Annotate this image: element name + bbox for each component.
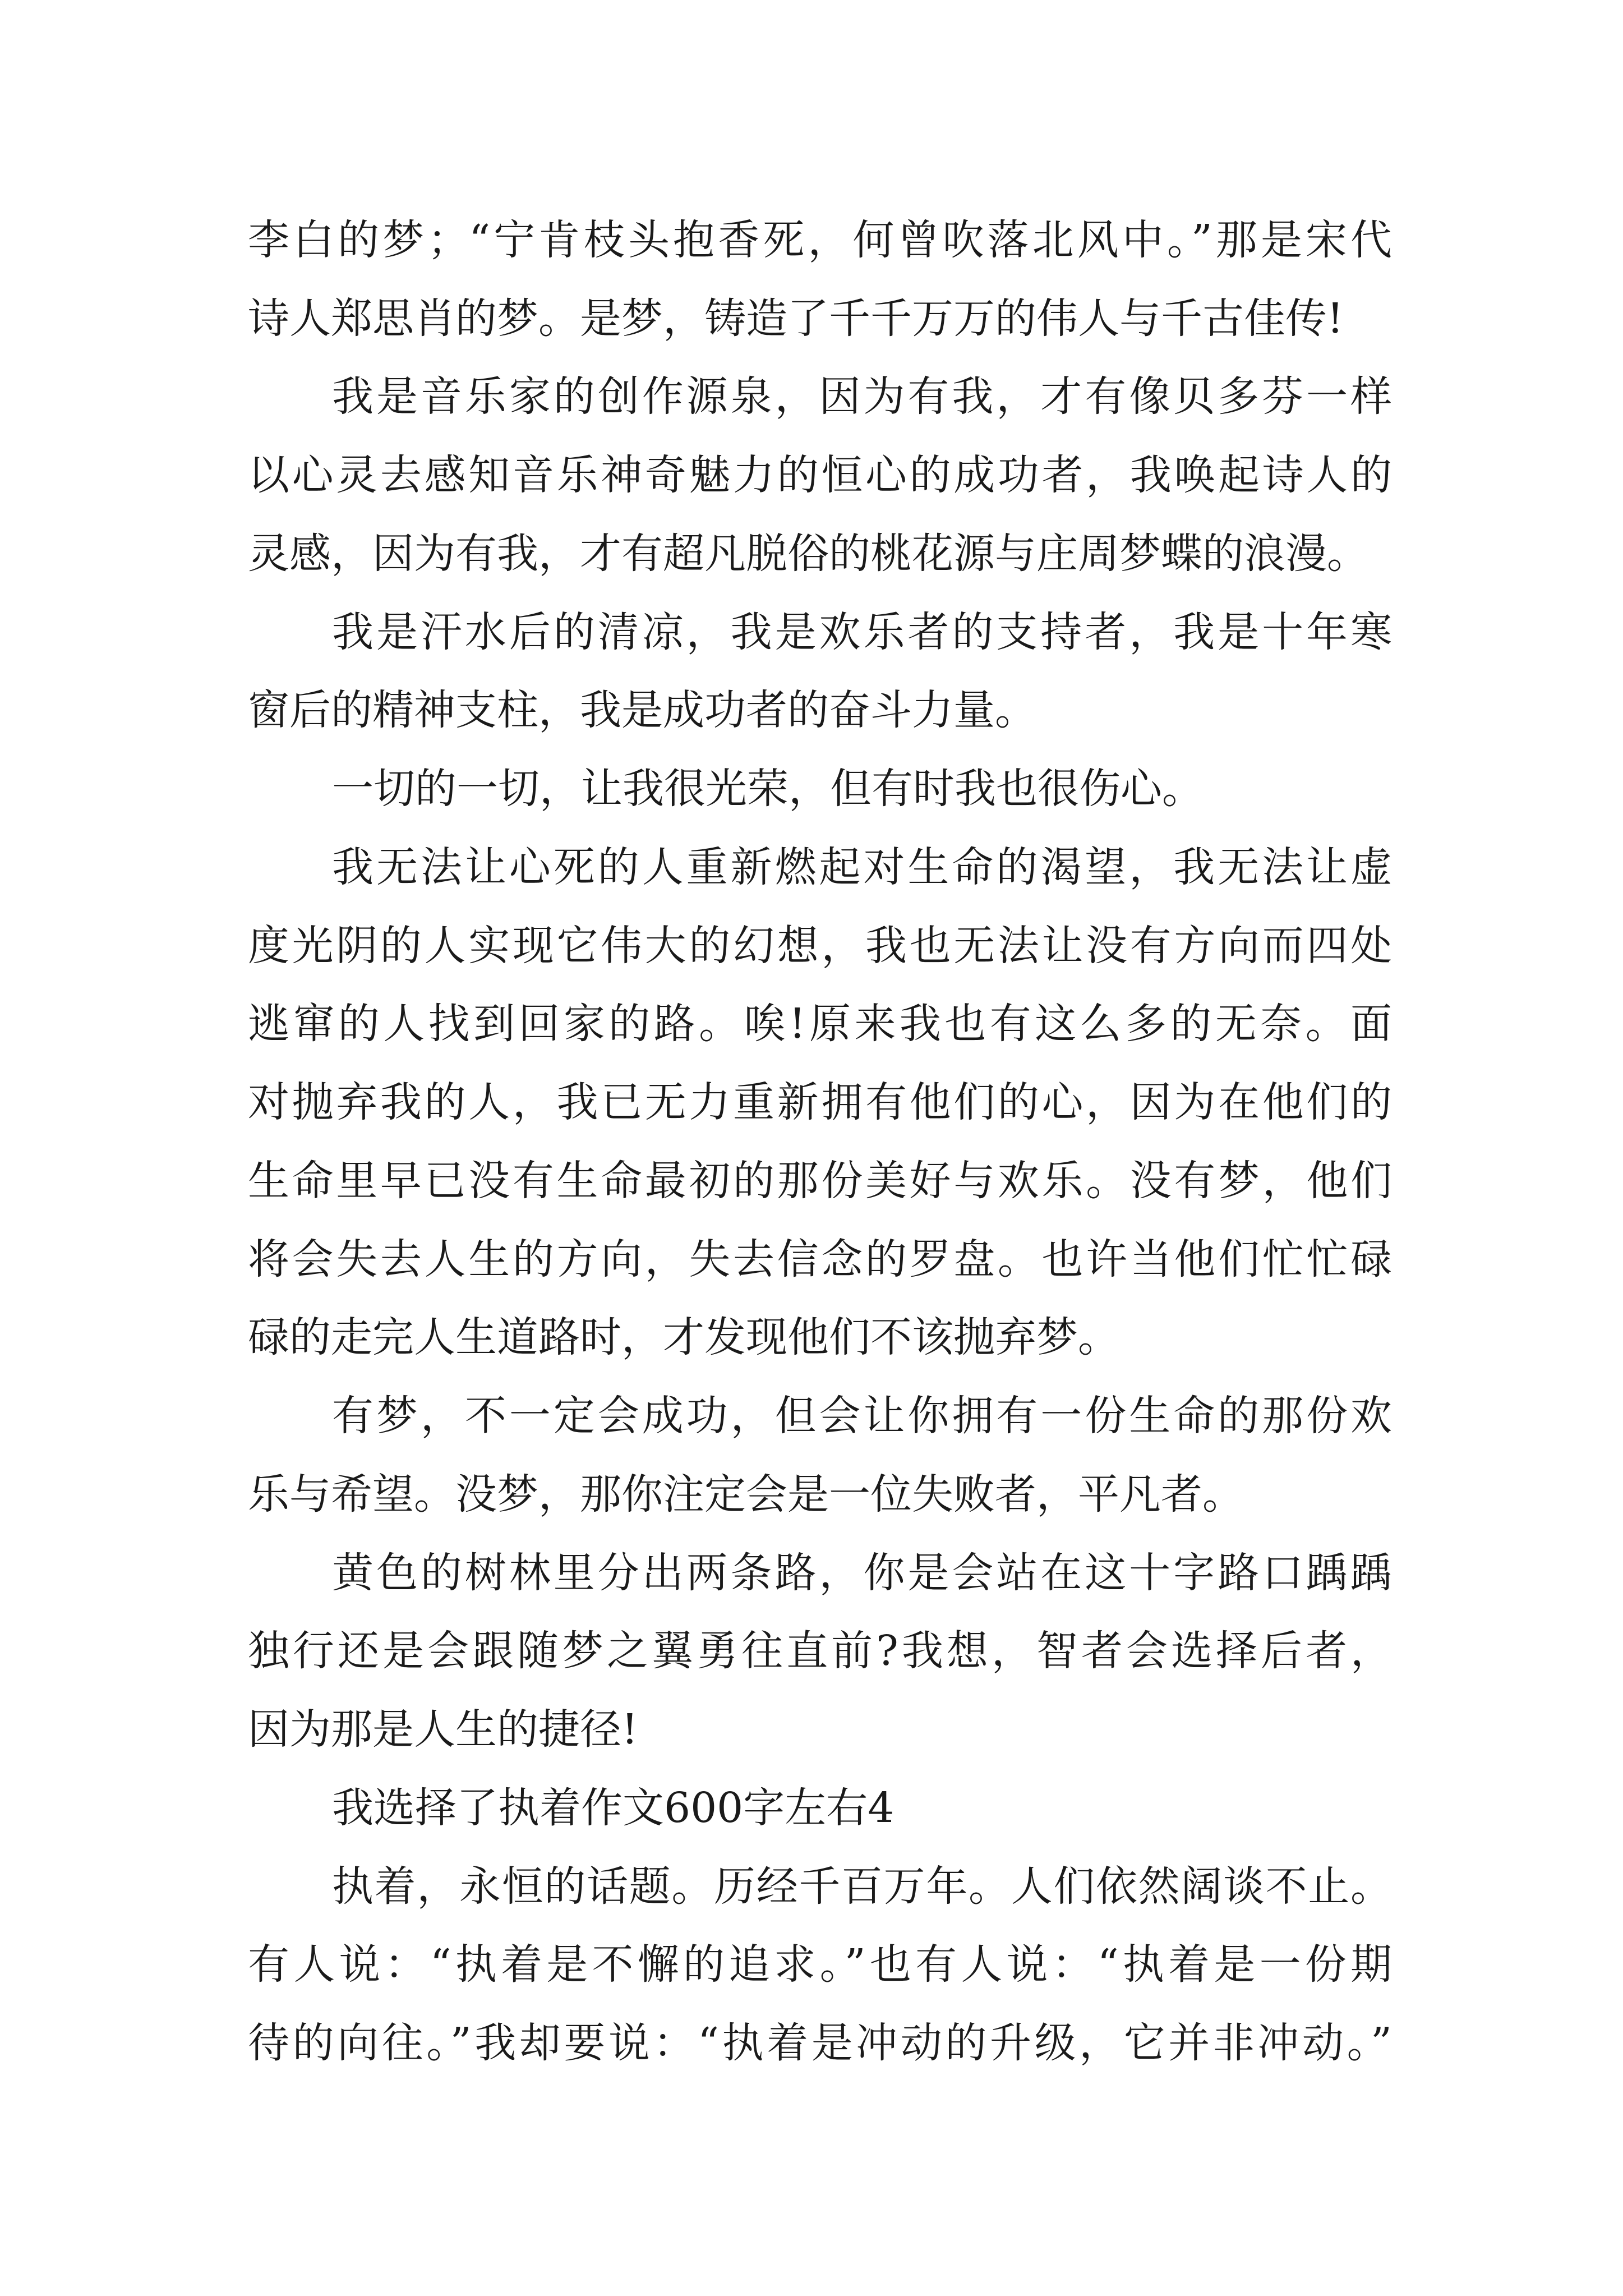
text-line: 生命里早已没有生命最初的那份美好与欢乐。没有梦，他们 bbox=[248, 1157, 1392, 1205]
text-line: 碌的走完人生道路时，才发现他们不该抛弃梦。 bbox=[248, 1313, 1119, 1361]
text-line: 以心灵去感知音乐神奇魅力的恒心的成功者，我唤起诗人的 bbox=[248, 451, 1392, 499]
text-line: 因为那是人生的捷径! bbox=[248, 1705, 638, 1754]
paragraph-first-line: 一切的一切，让我很光荣，但有时我也很伤心。 bbox=[332, 765, 1204, 813]
section-heading: 我选择了执着作文600字左右4 bbox=[332, 1784, 895, 1832]
paragraph-first-line: 执着，永恒的话题。历经千百万年。人们依然阔谈不止。 bbox=[332, 1862, 1392, 1911]
text-line: 乐与希望。没梦，那你注定会是一位失败者，平凡者。 bbox=[248, 1470, 1244, 1519]
text-line: 独行还是会跟随梦之翼勇往直前?我想，智者会选择后者， bbox=[248, 1627, 1392, 1675]
text-line: 逃窜的人找到回家的路。唉!原来我也有这么多的无奈。面 bbox=[248, 1000, 1392, 1048]
text-line: 灵感，因为有我，才有超凡脱俗的桃花源与庄周梦蝶的浪漫。 bbox=[248, 530, 1368, 578]
text-line: 诗人郑思肖的梦。是梦，铸造了千千万万的伟人与千古佳传! bbox=[248, 295, 1344, 343]
paragraph-first-line: 黄色的树林里分出两条路，你是会站在这十字路口踽踽 bbox=[332, 1549, 1392, 1597]
text-line: 对抛弃我的人，我已无力重新拥有他们的心，因为在他们的 bbox=[248, 1078, 1392, 1126]
text-line: 待的向往。”我却要说：“执着是冲动的升级，它并非冲动。” bbox=[248, 2019, 1392, 2067]
text-line: 将会失去人生的方向，失去信念的罗盘。也许当他们忙忙碌 bbox=[248, 1235, 1392, 1283]
text-line: 窗后的精神支柱，我是成功者的奋斗力量。 bbox=[248, 686, 1036, 734]
text-line: 有人说：“执着是不懈的追求。”也有人说：“执着是一份期 bbox=[248, 1940, 1392, 1989]
paragraph-first-line: 我无法让心死的人重新燃起对生命的渴望，我无法让虚 bbox=[332, 843, 1392, 891]
paragraph-first-line: 我是汗水后的清凉，我是欢乐者的支持者，我是十年寒 bbox=[332, 608, 1392, 656]
paragraph-first-line: 有梦，不一定会成功，但会让你拥有一份生命的那份欢 bbox=[332, 1392, 1392, 1440]
text-line: 度光阴的人实现它伟大的幻想，我也无法让没有方向而四处 bbox=[248, 922, 1392, 970]
text-line: 李白的梦；“宁肯枝头抱香死，何曾吹落北风中。”那是宋代 bbox=[248, 216, 1392, 264]
paragraph-first-line: 我是音乐家的创作源泉，因为有我，才有像贝多芬一样 bbox=[332, 372, 1392, 421]
